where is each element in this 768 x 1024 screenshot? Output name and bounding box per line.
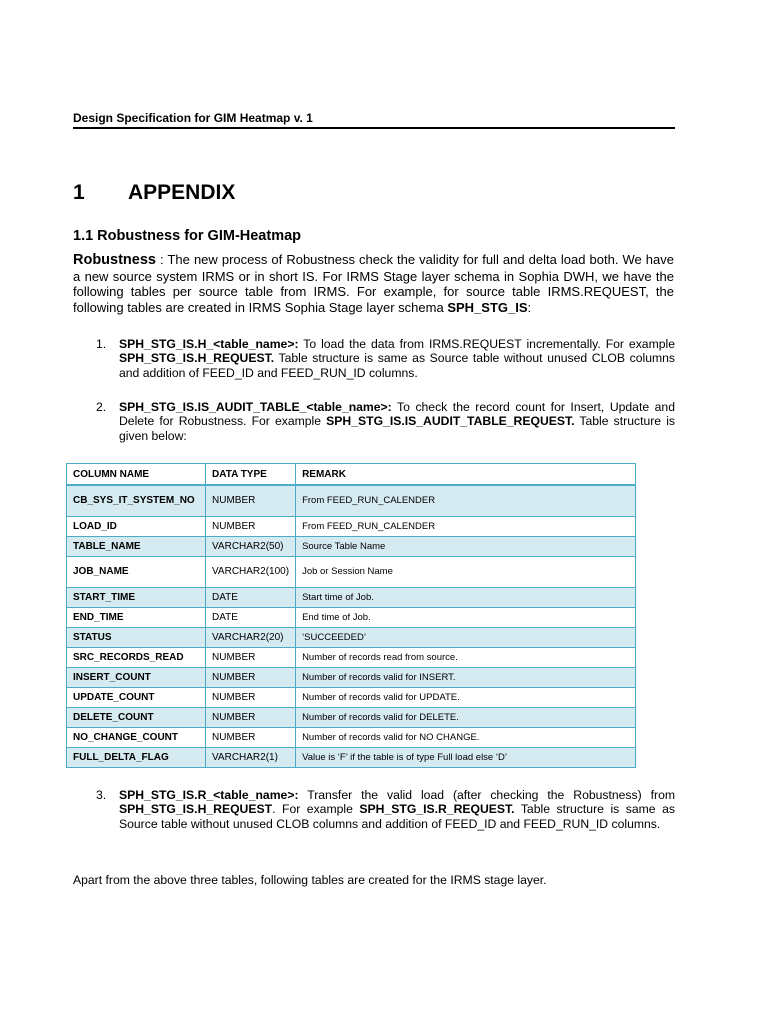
list-number: 3. xyxy=(96,788,107,802)
closing-paragraph: Apart from the above three tables, following tables are created for the IRMS stage layer. xyxy=(73,873,547,887)
section-title: APPENDIX xyxy=(128,181,236,204)
item-bold: SPH_STG_IS.R_REQUEST. xyxy=(359,802,515,817)
intro-end: : xyxy=(527,299,532,315)
cell-text: From FEED_RUN_CALENDER xyxy=(302,495,436,507)
table-cell: CB_SYS_IT_SYSTEM_NO xyxy=(67,485,206,516)
item-bold: SPH_STG_IS.H_<table_name>: xyxy=(119,337,299,351)
table-cell xyxy=(296,747,636,767)
item-text: To load the data from IRMS.REQUEST incrementally. For example xyxy=(298,337,675,351)
table-row xyxy=(67,707,636,727)
table-cell: NUMBER xyxy=(206,667,296,687)
table-cell: NUMBER xyxy=(206,687,296,707)
table-cell xyxy=(296,627,636,647)
section-number: 1 xyxy=(73,181,85,204)
intro-schema: SPH_STG_IS xyxy=(447,299,528,315)
table-cell: VARCHAR2(20) xyxy=(206,627,296,647)
item-bold: SPH_STG_IS.IS_AUDIT_TABLE_<table_name>: xyxy=(119,400,392,414)
table-cell xyxy=(296,607,636,627)
table-cell: FULL_DELTA_FLAG xyxy=(67,747,206,767)
table-cell xyxy=(296,687,636,707)
table-row xyxy=(67,667,636,687)
item-bold: SPH_STG_IS.IS_AUDIT_TABLE_REQUEST. xyxy=(326,414,575,429)
table-cell xyxy=(296,516,636,536)
table-cell xyxy=(296,536,636,556)
cell-text: End time of Job. xyxy=(302,611,371,623)
table-cell xyxy=(296,647,636,667)
item-text: Transfer the valid load (after checking the Robustness) from xyxy=(298,788,675,802)
item-bold: SPH_STG_IS.R_<table_name>: xyxy=(119,788,299,802)
section-heading xyxy=(73,181,235,205)
table-cell: NO_CHANGE_COUNT xyxy=(67,727,206,747)
item-bold: SPH_STG_IS.H_REQUEST. xyxy=(119,351,275,366)
cell-text: From FEED_RUN_CALENDER xyxy=(302,520,436,532)
item-text: To check the record count for Insert, Update and Delete for Robustness. For example xyxy=(119,400,675,429)
cell-text: Source Table Name xyxy=(302,540,386,552)
table-cell: NUMBER xyxy=(206,727,296,747)
cell-text: Number of records read from source. xyxy=(302,651,458,663)
table-row xyxy=(67,627,636,647)
table-cell: NUMBER xyxy=(206,647,296,667)
item-text: Table structure is same as Source table without unused CLOB columns and addition of FEED_ID and FEED_RUN_ID columns. xyxy=(119,351,675,380)
table-row xyxy=(67,587,636,607)
table-header-row xyxy=(67,464,636,486)
table-row xyxy=(67,747,636,767)
table-cell: END_TIME xyxy=(67,607,206,627)
table-cell: NUMBER xyxy=(206,707,296,727)
cell-text: Number of records valid for NO CHANGE. xyxy=(302,731,480,743)
table-cell: DATE xyxy=(206,607,296,627)
list-item-2 xyxy=(96,400,675,443)
column-header: REMARK xyxy=(296,464,636,486)
table-cell: NUMBER xyxy=(206,485,296,516)
page-header: Design Specification for GIM Heatmap v. 1 xyxy=(73,111,675,129)
item-text: . For example xyxy=(272,802,360,817)
cell-text: Number of records valid for UPDATE. xyxy=(302,691,460,703)
table-cell xyxy=(296,707,636,727)
table-cell: JOB_NAME xyxy=(67,556,206,587)
cell-text: Job or Session Name xyxy=(302,566,393,577)
table-row xyxy=(67,536,636,556)
table-cell: START_TIME xyxy=(67,587,206,607)
table-cell: SRC_RECORDS_READ xyxy=(67,647,206,667)
item-text: Table structure is given below: xyxy=(119,414,675,443)
table-row xyxy=(67,607,636,627)
table-cell xyxy=(296,556,636,587)
cell-text: ‘SUCCEEDED’ xyxy=(302,631,366,643)
table-row xyxy=(67,727,636,747)
table-row xyxy=(67,556,636,587)
table-cell: VARCHAR2(50) xyxy=(206,536,296,556)
list-item-1 xyxy=(96,337,675,380)
table-cell xyxy=(296,485,636,516)
column-header: COLUMN NAME xyxy=(67,464,206,486)
table-cell xyxy=(296,727,636,747)
cell-text: Start time of Job. xyxy=(302,591,374,603)
item-bold: SPH_STG_IS.H_REQUEST xyxy=(119,802,273,817)
cell-text: Number of records valid for DELETE. xyxy=(302,711,459,723)
table-row xyxy=(67,516,636,536)
item-text: Table structure is same as Source table without unused CLOB columns and addition of FEED_ID and FEED_RUN_ID columns. xyxy=(119,802,675,831)
table-cell xyxy=(296,667,636,687)
intro-paragraph xyxy=(73,252,674,315)
subsection-heading: 1.1 Robustness for GIM-Heatmap xyxy=(73,228,302,244)
table-cell: DATE xyxy=(206,587,296,607)
table-row xyxy=(67,687,636,707)
table-row xyxy=(67,647,636,667)
cell-text: Number of records valid for INSERT. xyxy=(302,671,456,683)
table-row xyxy=(67,485,636,516)
table-cell: UPDATE_COUNT xyxy=(67,687,206,707)
table-cell: INSERT_COUNT xyxy=(67,667,206,687)
table-cell: TABLE_NAME xyxy=(67,536,206,556)
column-header: DATA TYPE xyxy=(206,464,296,486)
intro-lead: Robustness xyxy=(73,252,156,268)
table-cell: NUMBER xyxy=(206,516,296,536)
audit-table xyxy=(66,463,636,768)
list-number: 2. xyxy=(96,400,107,414)
table-cell: VARCHAR2(100) xyxy=(206,556,296,587)
table-cell: STATUS xyxy=(67,627,206,647)
table-cell: VARCHAR2(1) xyxy=(206,747,296,767)
table-cell xyxy=(296,587,636,607)
table-cell: DELETE_COUNT xyxy=(67,707,206,727)
list-number: 1. xyxy=(96,337,107,351)
cell-text: Value is ‘F’ if the table is of type Full load else ‘D’ xyxy=(302,751,507,763)
list-item-3 xyxy=(96,788,675,831)
intro-text: : The new process of Robustness check the validity for full and delta load both. We have a new source system IRMS or in short IS. For IRMS Stage layer schema in Sophia DWH, we have the following tables per source table from IRMS. For example, for source table IRMS.REQUEST, the following tables are created in IRMS Sophia Stage layer schema xyxy=(73,252,674,315)
table-cell: LOAD_ID xyxy=(67,516,206,536)
